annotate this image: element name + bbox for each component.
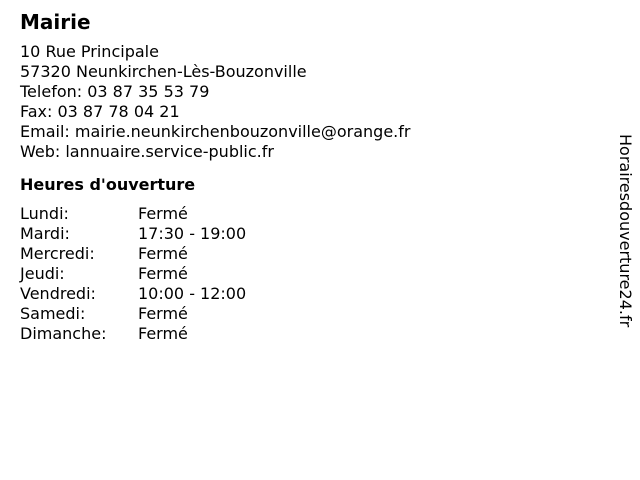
day-hours: 10:00 - 12:00 — [138, 284, 247, 303]
website-address: Web: lannuaire.service-public.fr — [20, 142, 274, 161]
day-hours: Fermé — [138, 324, 188, 343]
city-address: 57320 Neunkirchen-Lès-Bouzonville — [20, 62, 307, 81]
hours-row-samedi — [20, 304, 600, 324]
hours-row-lundi — [20, 204, 600, 224]
page-title: Mairie — [20, 10, 91, 34]
day-label: Vendredi: — [20, 284, 96, 303]
hours-row-jeudi — [20, 264, 600, 284]
hours-row-mercredi — [20, 244, 600, 264]
day-hours: Fermé — [138, 264, 188, 283]
day-hours: Fermé — [138, 204, 188, 223]
hours-heading: Heures d'ouverture — [20, 175, 196, 194]
hours-table — [20, 204, 600, 344]
day-label: Jeudi: — [20, 264, 65, 283]
fax-number: Fax: 03 87 78 04 21 — [20, 102, 180, 121]
day-label: Samedi: — [20, 304, 86, 323]
street-address: 10 Rue Principale — [20, 42, 159, 61]
hours-row-vendredi — [20, 284, 600, 304]
day-hours: Fermé — [138, 244, 188, 263]
day-hours: Fermé — [138, 304, 188, 323]
phone-number: Telefon: 03 87 35 53 79 — [20, 82, 210, 101]
day-hours: 17:30 - 19:00 — [138, 224, 247, 243]
hours-row-dimanche — [20, 324, 600, 344]
brand-watermark: Horairesdouverture24.fr — [616, 134, 635, 328]
day-label: Mercredi: — [20, 244, 95, 263]
hours-row-mardi — [20, 224, 600, 244]
day-label: Lundi: — [20, 204, 69, 223]
day-label: Dimanche: — [20, 324, 107, 343]
office-card — [20, 10, 600, 344]
email-address: Email: mairie.neunkirchenbouzonville@orange.fr — [20, 122, 411, 141]
day-label: Mardi: — [20, 224, 70, 243]
